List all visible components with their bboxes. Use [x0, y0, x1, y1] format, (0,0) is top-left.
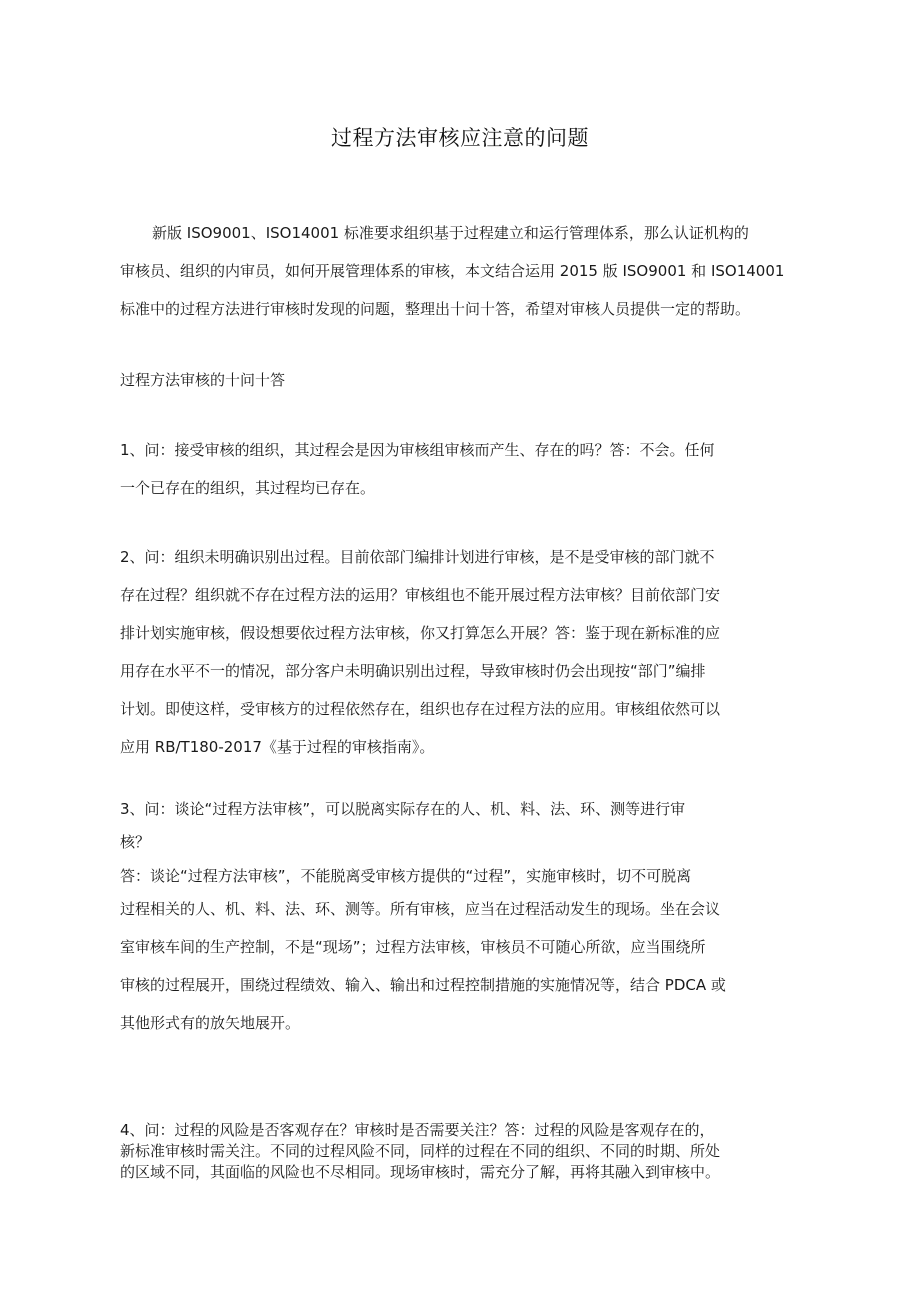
- q4-line: 新标准审核时需关注。不同的过程风险不同，同样的过程在不同的组织、不同的时期、所处: [120, 1142, 721, 1160]
- q3-answer-line: 其他形式有的放矢地展开。: [120, 1014, 301, 1032]
- document-title: 过程方法审核应注意的问题: [331, 126, 589, 150]
- q3-answer-line: 室审核车间的生产控制，不是“现场”；过程方法审核，审核员不可随心所欲，应当围绕所: [120, 938, 706, 956]
- q2-line: 应用 RB/T180-2017《基于过程的审核指南》。: [120, 738, 435, 756]
- q3-answer-line: 过程相关的人、机、料、法、环、测等。所有审核，应当在过程活动发生的现场。坐在会议: [120, 900, 721, 918]
- q1-line: 一个已存在的组织，其过程均已存在。: [120, 479, 376, 497]
- q3-question-line: 3、问：谈论“过程方法审核”，可以脱离实际存在的人、机、料、法、环、测等进行审: [120, 800, 686, 818]
- q2-line: 存在过程？组织就不存在过程方法的运用？审核组也不能开展过程方法审核？目前依部门安: [120, 586, 721, 604]
- q2-line: 2、问：组织未明确识别出过程。目前依部门编排计划进行审核，是不是受审核的部门就不: [120, 548, 715, 566]
- q4-line: 的区域不同，其面临的风险也不尽相同。现场审核时，需充分了解，再将其融入到审核中。: [120, 1163, 721, 1181]
- q3-question-line: 核？: [120, 833, 151, 851]
- question-4: [120, 1120, 810, 1183]
- intro-line: 标准中的过程方法进行审核时发现的问题，整理出十问十答，希望对审核人员提供一定的帮助。: [120, 300, 751, 318]
- intro-line: 审核员、组织的内审员，如何开展管理体系的审核，本文结合运用 2015 版 ISO9001 和 ISO14001: [120, 262, 785, 280]
- answer-3: [120, 862, 810, 1042]
- q3-answer-line: 答：谈论“过程方法审核”，不能脱离受审核方提供的“过程”，实施审核时，切不可脱离: [120, 867, 692, 885]
- q2-line: 用存在水平不一的情况，部分客户未明确识别出过程，导致审核时仍会出现按“部门”编排: [120, 662, 706, 680]
- question-3: [120, 790, 810, 856]
- q2-line: 排计划实施审核，假设想要依过程方法审核，你又打算怎么开展？答：鉴于现在新标准的应: [120, 624, 721, 642]
- section-heading-text: 过程方法审核的十问十答: [120, 371, 286, 389]
- q2-line: 计划。即使这样，受审核方的过程依然存在，组织也存在过程方法的应用。审核组依然可以: [120, 700, 721, 718]
- q1-line: 1、问：接受审核的组织，其过程会是因为审核组审核而产生、存在的吗？答：不会。任何: [120, 441, 715, 459]
- q3-answer-line: 审核的过程展开，围绕过程绩效、输入、输出和过程控制措施的实施情况等，结合 PDCA 或: [120, 976, 726, 994]
- section-heading: [120, 361, 810, 399]
- intro-paragraph: [120, 214, 810, 328]
- q4-line: 4、问：过程的风险是否客观存在？审核时是否需要关注？答：过程的风险是客观存在的，: [120, 1121, 715, 1139]
- intro-line: 新版 ISO9001、ISO14001 标准要求组织基于过程建立和运行管理体系，那么认证机构的: [152, 224, 749, 242]
- question-2: [120, 538, 810, 766]
- question-1: [120, 431, 810, 507]
